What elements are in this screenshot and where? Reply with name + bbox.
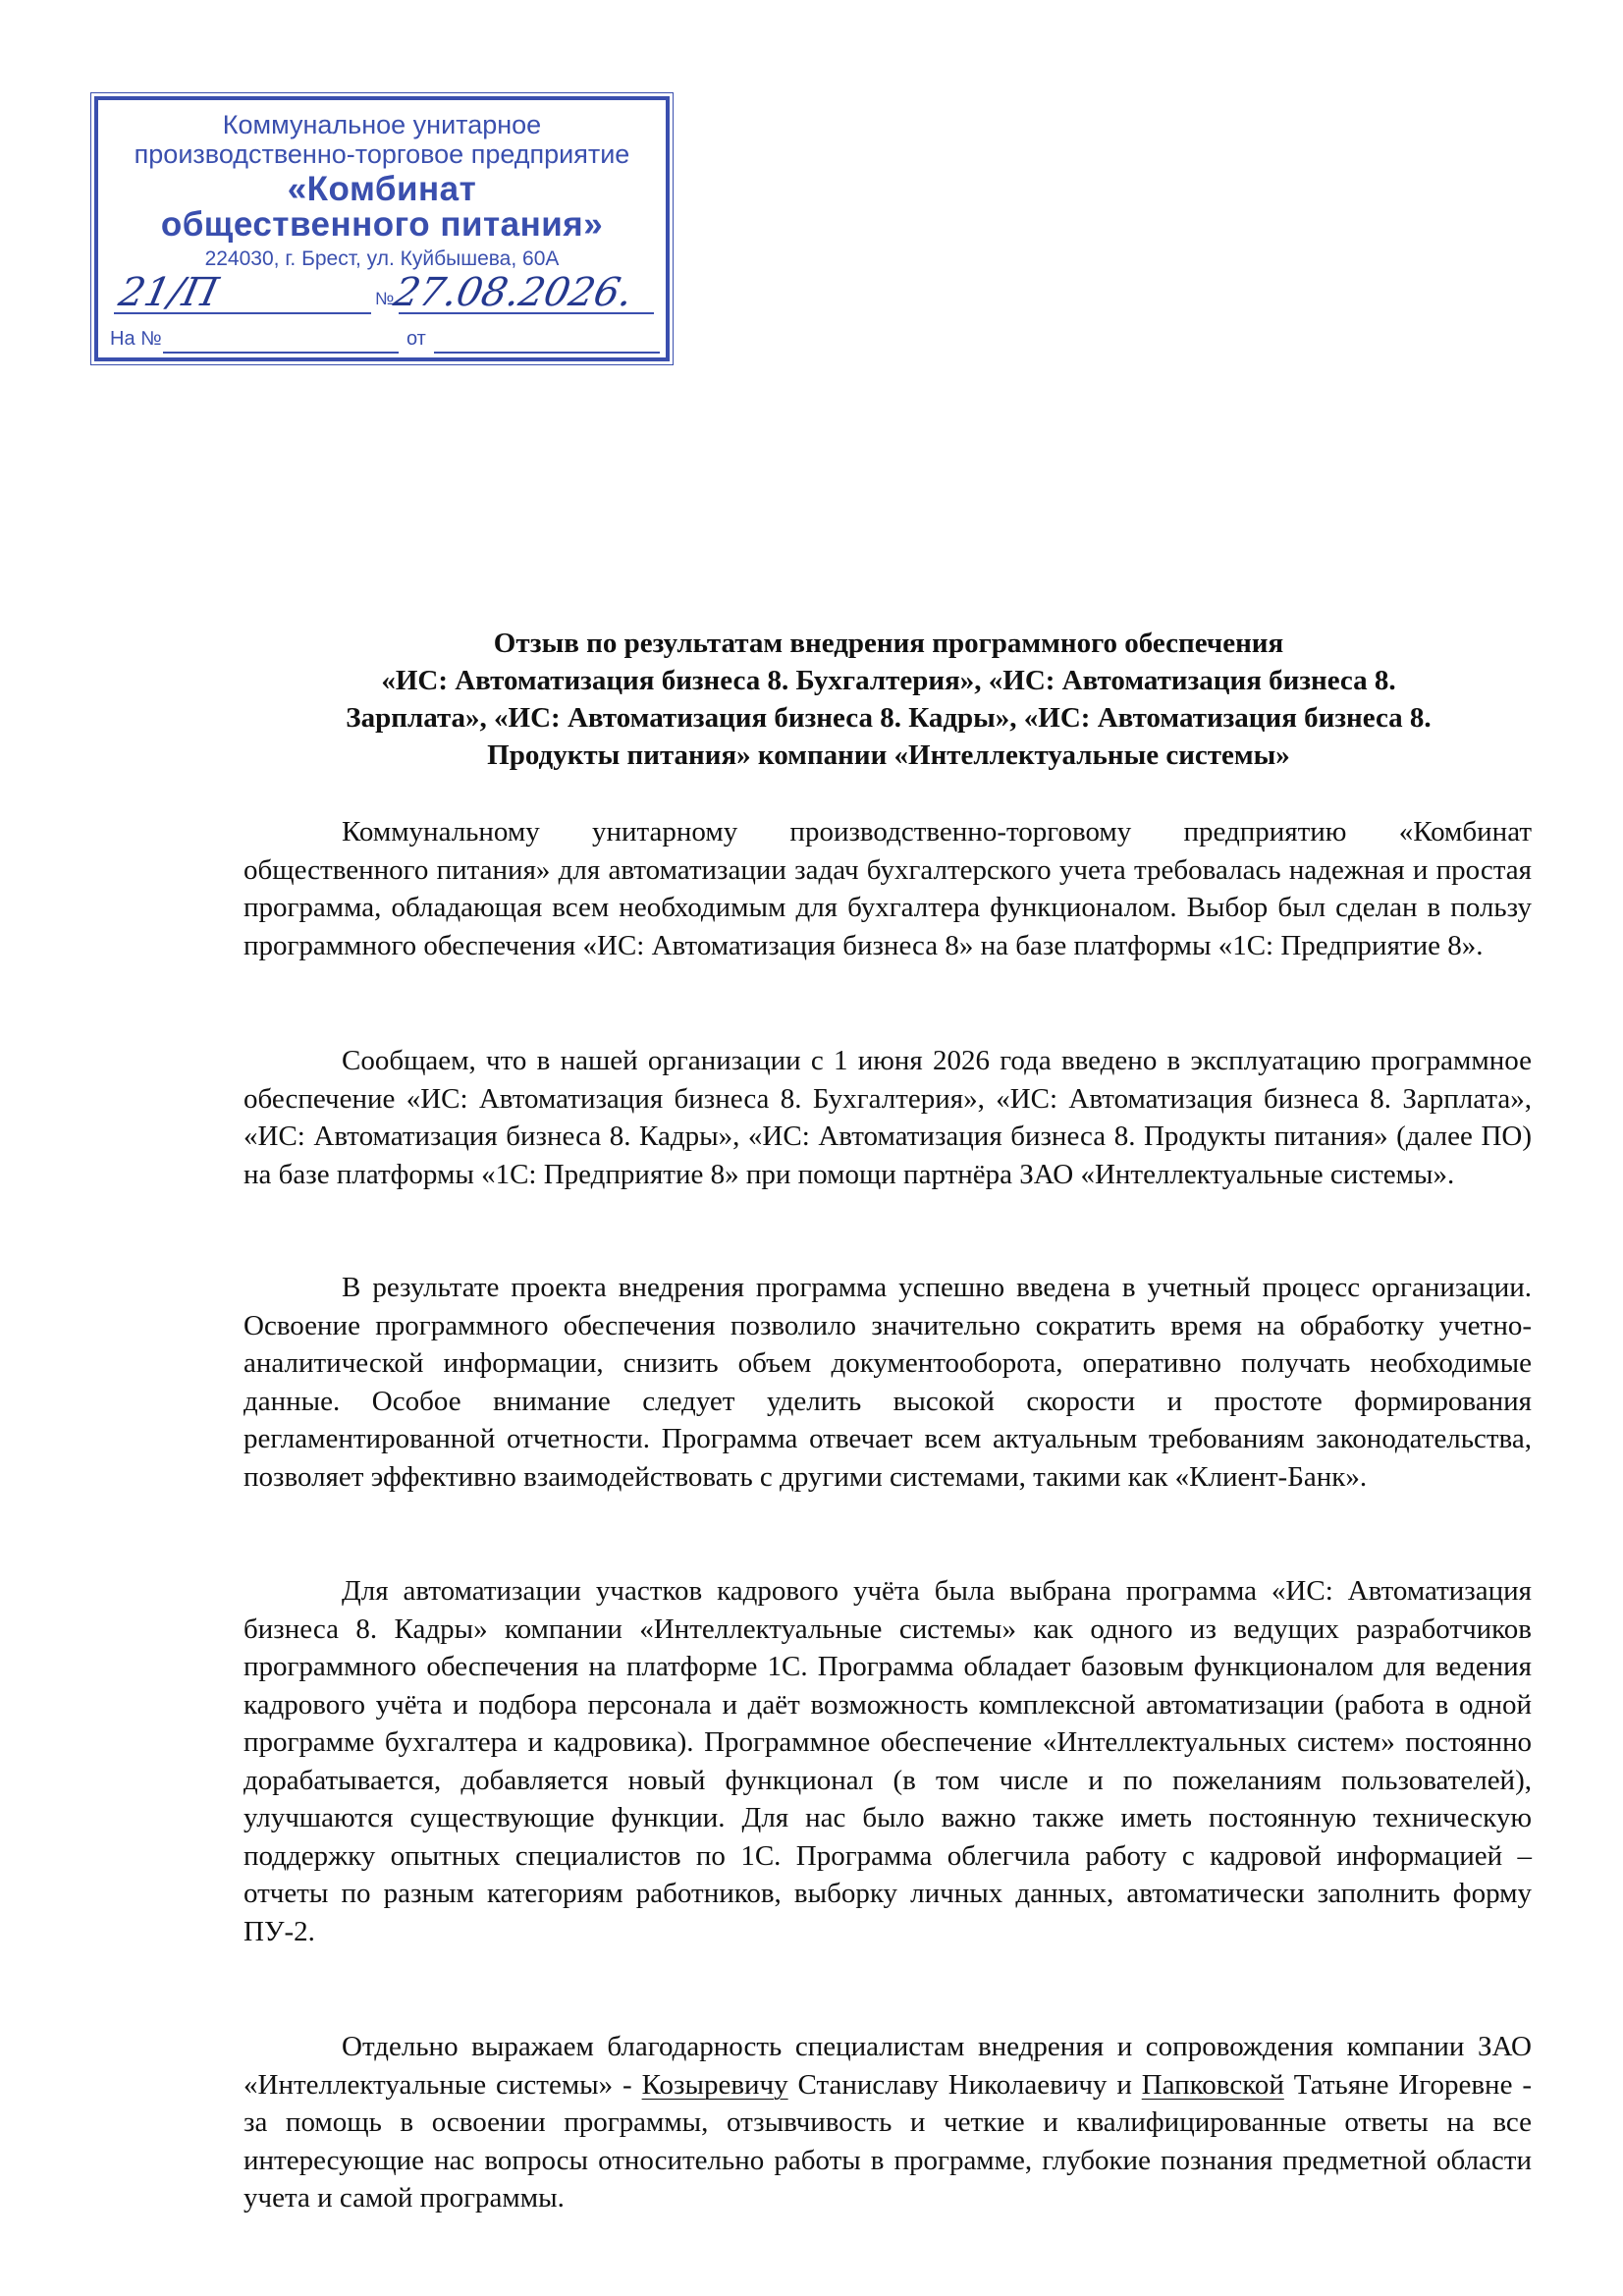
document-title <box>236 625 1542 774</box>
title-line-3: Зарплата», «ИС: Автоматизация бизнеса 8. Кадры», «ИС: Автоматизация бизнеса 8. <box>346 702 1432 734</box>
from-date-line <box>434 352 660 354</box>
stamp-org-type-line1: Коммунальное унитарное <box>222 110 542 139</box>
gratitude-text-c: Татьяне Игоревне - за помощь в освоении программы, отзывчивость и четкие и квалифицированные ответы на все интересующие нас вопросы относительно работы в программе, глубокие познания предметной области учета и самой программы. <box>243 2068 1532 2214</box>
stamp-reference-row <box>110 328 660 355</box>
from-label: от <box>406 328 426 350</box>
paragraph-deployment: Сообщаем, что в нашей организации с 1 июня 2026 года введено в эксплуатацию программное обеспечение «ИС: Автоматизация бизнеса 8. Бухгалтерия», «ИС: Автоматизация бизнеса 8. Зарплата», «ИС: Автоматизация бизнеса 8. Кадры», «ИС: Автоматизация бизнеса 8. Продукты питания» (далее ПО) на базе платформы «1С: Предприятие 8» при помощи партнёра ЗАО «Интеллектуальные системы». <box>243 1045 1532 1190</box>
on-number-label: На № <box>110 328 162 350</box>
title-line-2: «ИС: Автоматизация бизнеса 8. Бухгалтерия», «ИС: Автоматизация бизнеса 8. <box>381 665 1396 696</box>
specialist-name-2: Папковской <box>1141 2068 1284 2101</box>
title-line-1: Отзыв по результатам внедрения программного обеспечения <box>493 628 1284 659</box>
letterhead-stamp <box>94 96 670 361</box>
stamp-org-type-line2: производственно-торговое предприятие <box>134 139 630 169</box>
specialist-name-1: Козыревичу <box>641 2068 788 2101</box>
number-sign: № <box>375 289 395 308</box>
paragraph-results: В результате проекта внедрения программа успешно введена в учетный процесс организации. Освоение программного обеспечения позволило значительно сократить время на обработку учетно-аналитической информации, снизить объем документооборота, оперативно получать необходимые данные. Особое внимание следует уделить высокой скорости и простоте формирования регламентированной отчетности. Программа отвечает всем актуальным требованиям законодательства, позволяет эффективно взаимодействовать с другими системами, такими как «Клиент-Банк». <box>243 1272 1532 1493</box>
reg-number-line <box>114 312 371 314</box>
paragraph-hr-module: Для автоматизации участков кадрового учёта была выбрана программа «ИС: Автоматизация бизнеса 8. Кадры» компании «Интеллектуальные системы» как одного из ведущих разработчиков программного обеспечения на платформе 1С. Программа обладает базовым функционалом для ведения кадрового учёта и подбора персонала и даёт возможность комплексной автоматизации (работа в одной программе бухгалтера и кадровика). Программное обеспечение «Интеллектуальных систем» постоянно дорабатывается, добавляется новый функционал (в том числе и по пожеланиям пользователей), улучшаются существующие функции. Для нас было важно также иметь постоянную техническую поддержку опытных специалистов по 1С. Программа облегчила работу с кадровой информацией – отчеты по разным категориям работников, выборку личных данных, автоматически заполнить форму ПУ-2. <box>243 1575 1532 1947</box>
paragraph-gratitude <box>243 2028 1532 2217</box>
reg-date-line <box>399 312 654 314</box>
stamp-address: 224030, г. Брест, ул. Куйбышева, 60А <box>204 247 560 270</box>
title-line-4: Продукты питания» компании «Интеллектуальные системы» <box>487 739 1290 771</box>
stamp-registration-row <box>114 267 654 318</box>
paragraph-software-choice: Коммунальному унитарному производственно-торговому предприятию «Комбинат общественного питания» для автоматизации задач бухгалтерского учета требовалась надежная и простая программа, обладающая всем необходимым для бухгалтера функционалом. Выбор был сделан в пользу программного обеспечения «ИС: Автоматизация бизнеса 8» на базе платформы «1С: Предприятие 8». <box>243 816 1532 961</box>
handwritten-reg-date: 27.08.2026. <box>390 270 637 315</box>
gratitude-text-a: Отдельно выражаем благодарность специалистам внедрения и сопровождения компании ЗАО «Интеллектуальные системы» - <box>243 2031 1532 2101</box>
on-number-line <box>163 352 399 354</box>
stamp-org-name-line2: общественного питания» <box>160 205 604 244</box>
handwritten-reg-number: 21/П <box>115 270 223 315</box>
gratitude-text-b: Станиславу Николаевичу и <box>787 2068 1142 2101</box>
stamp-org-name-line1: «Комбинат <box>287 170 477 208</box>
